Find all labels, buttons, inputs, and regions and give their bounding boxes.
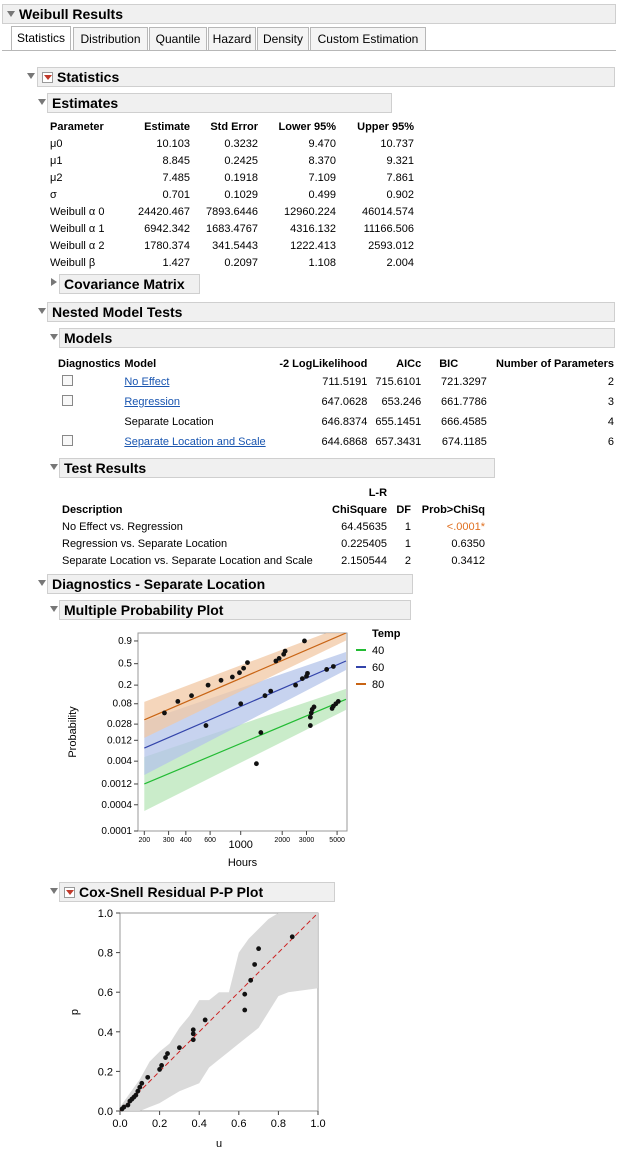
estimates-col-header: Estimate <box>144 120 190 133</box>
table-cell: Regression vs. Separate Location <box>62 537 228 550</box>
data-point <box>189 693 194 698</box>
data-point <box>336 699 341 704</box>
data-point <box>300 676 305 681</box>
x-axis-label: u <box>215 1138 223 1150</box>
table-cell: μ2 <box>50 171 63 184</box>
data-point <box>177 1045 182 1050</box>
tests-col-header: ChiSquare <box>332 503 388 516</box>
y-tick-label: 0.0001 <box>101 826 132 837</box>
table-cell: 11166.506 <box>363 222 414 235</box>
x-tick-label: 5000 <box>329 837 345 844</box>
tests-col-header: DF <box>396 503 412 516</box>
cox-snell-menu-icon[interactable] <box>64 887 75 898</box>
test-results-header[interactable] <box>59 458 495 478</box>
table-cell: 7893.6446 <box>206 205 258 218</box>
table-cell: 9.321 <box>386 154 414 167</box>
models-col-header: BIC <box>439 357 459 370</box>
data-point <box>191 1037 196 1042</box>
data-point <box>312 705 317 710</box>
lr-header: L-R <box>368 486 388 499</box>
estimates-disclosure-icon[interactable] <box>38 99 46 105</box>
table-cell: 10.103 <box>156 137 190 150</box>
table-cell: 1780.374 <box>144 239 190 252</box>
nested-disclosure-icon[interactable] <box>38 308 46 314</box>
table-cell: 0.2425 <box>224 154 258 167</box>
y-tick-label: 0.6 <box>97 987 113 1000</box>
y-tick-label: 0.0012 <box>101 778 132 790</box>
data-point <box>242 1008 247 1013</box>
legend-label-80: 80 <box>372 679 385 691</box>
table-cell: 0.6350 <box>451 537 486 550</box>
data-point <box>248 978 253 983</box>
table-cell: Weibull α 2 <box>50 239 105 252</box>
collapse-icon[interactable] <box>7 11 15 17</box>
x-tick-label: 400 <box>179 837 192 844</box>
cox-snell-plot <box>60 905 330 1155</box>
table-row <box>46 169 418 186</box>
diagnostics-checkbox[interactable] <box>62 375 73 386</box>
table-cell: 2.150544 <box>341 554 388 567</box>
data-point <box>241 666 246 671</box>
y-tick-label: 0.0 <box>97 1106 113 1118</box>
x-tick-label: 200 <box>138 837 151 844</box>
table-cell: Weibull α 0 <box>50 205 105 218</box>
data-point <box>254 761 259 766</box>
table-cell: 7.485 <box>162 171 190 184</box>
table-cell: 655.1451 <box>375 416 422 428</box>
data-point <box>165 1051 170 1056</box>
tests-header-row <box>58 501 489 518</box>
models-col-header: -2 LogLikelihood <box>279 357 368 370</box>
data-point <box>162 711 167 716</box>
y-tick-label: 0.9 <box>118 635 132 647</box>
x-tick-label: 0.8 <box>270 1118 287 1130</box>
table-cell: 0.3412 <box>451 554 486 567</box>
estimates-col-header: Std Error <box>210 120 258 133</box>
y-tick-label: 0.0004 <box>101 799 132 811</box>
table-cell: 24420.467 <box>138 205 190 218</box>
table-cell: Weibull α 1 <box>50 222 105 235</box>
table-cell: 64.45635 <box>341 520 388 533</box>
table-cell: 1683.4767 <box>206 222 258 235</box>
table-cell: 1.108 <box>308 256 336 269</box>
table-cell: 10.737 <box>380 137 414 150</box>
data-point <box>258 730 263 735</box>
data-point <box>293 683 298 688</box>
tests-col-header: Description <box>62 503 123 516</box>
table-cell: Separate Location vs. Separate Location and Scale <box>62 554 313 567</box>
table-cell: 6 <box>607 436 614 448</box>
table-row <box>58 552 489 569</box>
diagnostics-header[interactable] <box>47 574 413 594</box>
x-tick-label: 0.2 <box>151 1118 168 1130</box>
table-cell: 6942.342 <box>144 222 190 235</box>
table-cell: 7.861 <box>386 171 414 184</box>
cox-snell-title: Cox-Snell Residual P-P Plot <box>79 884 264 900</box>
x-axis-label: Hours <box>227 857 258 869</box>
table-cell: 341.5443 <box>212 239 258 252</box>
table-cell: 9.470 <box>308 137 336 150</box>
x-tick-label: 300 <box>162 837 175 844</box>
y-tick-label: 0.004 <box>106 756 132 768</box>
data-point <box>277 656 282 661</box>
y-tick-label: 1.0 <box>97 908 113 920</box>
x-tick-label: 0.4 <box>191 1118 207 1130</box>
table-cell: 1.427 <box>162 256 190 269</box>
covariance-title: Covariance Matrix <box>64 276 185 292</box>
legend-label-60: 60 <box>372 662 385 674</box>
data-point <box>252 962 257 967</box>
table-cell: 0.902 <box>386 188 414 201</box>
x-tick-label: 1000 <box>228 839 253 851</box>
table-cell: 8.845 <box>162 154 190 167</box>
table-row <box>46 186 418 203</box>
table-row <box>46 152 418 169</box>
data-point <box>145 1075 150 1080</box>
table-cell: 1222.413 <box>290 239 336 252</box>
y-tick-label: 0.012 <box>106 735 132 747</box>
table-cell: 2 <box>607 376 614 388</box>
table-cell: 0.1918 <box>224 171 258 184</box>
estimates-header[interactable] <box>47 93 392 113</box>
statistics-disclosure-icon[interactable] <box>27 73 35 79</box>
models-col-header: Number of Parameters <box>496 357 614 370</box>
table-row <box>58 412 618 432</box>
table-cell: 1 <box>404 537 412 550</box>
data-point <box>175 699 180 704</box>
x-tick-label: 2000 <box>274 837 291 844</box>
data-point <box>230 675 235 680</box>
models-col-header: AICc <box>396 357 422 370</box>
y-tick-label: 0.4 <box>97 1026 113 1039</box>
model-link[interactable]: Separate Location and Scale <box>124 436 266 448</box>
table-cell: 715.6101 <box>375 376 422 388</box>
table-cell: σ <box>50 188 57 201</box>
table-cell: 721.3297 <box>441 376 487 388</box>
table-cell: 2593.012 <box>368 239 414 252</box>
y-tick-label: 0.2 <box>118 680 132 692</box>
models-table <box>58 355 618 452</box>
diagnostics-disclosure-icon[interactable] <box>38 580 46 586</box>
cox-snell-header[interactable] <box>59 882 335 902</box>
data-point <box>308 723 313 728</box>
data-point <box>242 992 247 997</box>
mpp-disclosure-icon[interactable] <box>50 606 58 612</box>
models-col-header: Model <box>124 357 157 370</box>
red-triangle-menu-icon[interactable] <box>42 72 53 83</box>
estimates-table <box>46 118 418 271</box>
table-cell: No Effect vs. Regression <box>62 520 183 533</box>
table-cell: 46014.574 <box>362 205 414 218</box>
models-col-header: Diagnostics <box>58 357 121 370</box>
y-tick-label: 0.5 <box>118 658 132 670</box>
table-row <box>58 432 618 452</box>
table-cell: 647.0628 <box>321 396 368 408</box>
estimates-col-header: Lower 95% <box>278 120 336 133</box>
diagnostics-checkbox[interactable] <box>62 435 73 446</box>
table-cell: 0.1029 <box>224 188 258 201</box>
table-cell: 3 <box>607 396 614 408</box>
model-link[interactable]: Regression <box>124 396 180 408</box>
table-row <box>46 254 418 271</box>
y-tick-label: 0.2 <box>97 1066 113 1079</box>
legend-label-40: 40 <box>372 645 385 657</box>
estimates-col-header: Upper 95% <box>357 120 414 133</box>
table-cell: 0.499 <box>308 188 336 201</box>
table-cell: 657.3431 <box>375 436 422 448</box>
data-point <box>268 689 273 694</box>
test-results-title: Test Results <box>64 460 147 476</box>
table-row <box>58 535 489 552</box>
multiple-probability-plot <box>60 625 480 875</box>
nested-tests-title: Nested Model Tests <box>52 304 183 320</box>
data-point <box>263 693 268 698</box>
table-cell: 653.246 <box>381 396 422 408</box>
model-link[interactable]: No Effect <box>124 376 170 388</box>
page-title: Weibull Results <box>19 6 123 22</box>
statistics-title: Statistics <box>57 69 120 85</box>
table-row <box>58 372 618 392</box>
test-results-disclosure-icon[interactable] <box>50 464 58 470</box>
tab-statistics[interactable]: Statistics <box>11 26 71 50</box>
table-cell: 0.3232 <box>224 137 258 150</box>
x-tick-label: 3000 <box>298 837 315 844</box>
table-cell: 2.004 <box>386 256 414 269</box>
data-point <box>324 667 329 672</box>
table-cell: μ0 <box>50 137 63 150</box>
x-tick-label: 1.0 <box>310 1118 326 1130</box>
data-point <box>331 664 336 669</box>
table-cell: μ1 <box>50 154 63 167</box>
mpp-header[interactable] <box>59 600 411 620</box>
y-tick-label: 0.08 <box>112 698 132 710</box>
y-tick-label: 0.8 <box>97 947 113 960</box>
estimates-title: Estimates <box>52 95 119 111</box>
x-tick-label: 0.6 <box>231 1118 247 1130</box>
x-tick-label: 0.0 <box>112 1118 128 1130</box>
table-cell: 666.4585 <box>441 416 487 428</box>
nested-tests-header[interactable] <box>47 302 615 322</box>
table-cell: 711.5191 <box>322 376 368 388</box>
diagnostics-title: Diagnostics - Separate Location <box>52 576 266 592</box>
table-row <box>46 220 418 237</box>
data-point <box>290 934 295 939</box>
mpp-title: Multiple Probability Plot <box>64 602 224 618</box>
table-cell: 4 <box>607 416 614 428</box>
data-point <box>308 715 313 720</box>
tab-quantile[interactable]: Quantile <box>149 27 207 50</box>
table-row <box>46 203 418 220</box>
diagnostics-checkbox[interactable] <box>62 395 73 406</box>
covariance-disclosure-icon[interactable] <box>51 278 57 286</box>
data-point <box>139 1081 144 1086</box>
table-cell: 661.7786 <box>441 396 487 408</box>
y-axis-label: Probability <box>67 706 79 758</box>
data-point <box>302 639 307 644</box>
data-point <box>256 946 261 951</box>
data-point <box>219 678 224 683</box>
table-cell: 0.2097 <box>224 256 258 269</box>
table-cell: 2 <box>404 554 412 567</box>
table-cell: Weibull β <box>50 256 96 269</box>
table-cell: 0.701 <box>162 188 190 201</box>
tab-density[interactable]: Density <box>257 27 309 50</box>
tab-distribution[interactable]: Distribution <box>73 27 148 50</box>
table-row <box>46 135 418 152</box>
data-point <box>238 701 243 706</box>
model-link: Separate Location <box>124 416 214 428</box>
table-row <box>58 518 489 535</box>
data-point <box>159 1063 164 1068</box>
y-axis-label: p <box>69 1008 81 1016</box>
data-point <box>206 683 211 688</box>
table-cell: 0.225405 <box>341 537 388 550</box>
y-tick-label: 0.028 <box>106 719 132 731</box>
models-header[interactable] <box>59 328 615 348</box>
data-point <box>245 660 250 665</box>
models-disclosure-icon[interactable] <box>50 334 58 340</box>
table-cell: 4316.132 <box>290 222 336 235</box>
table-cell: 644.6868 <box>321 436 368 448</box>
weibull-results-header[interactable] <box>2 4 616 24</box>
test-results-table <box>58 484 489 569</box>
table-cell: 646.8374 <box>321 416 368 428</box>
table-cell: 8.370 <box>308 154 336 167</box>
cox-snell-disclosure-icon[interactable] <box>50 888 58 894</box>
data-point <box>305 671 310 676</box>
tests-col-header: Prob>ChiSq <box>421 503 486 516</box>
tab-hazard[interactable]: Hazard <box>208 27 256 50</box>
x-tick-label: 600 <box>204 837 216 844</box>
legend-title: Temp <box>372 628 401 640</box>
data-point <box>283 649 288 654</box>
table-row <box>46 237 418 254</box>
table-cell: 1 <box>404 520 412 533</box>
table-cell: <.0001* <box>446 520 486 533</box>
estimates-col-header: Parameter <box>50 120 104 133</box>
table-cell: 674.1185 <box>441 436 487 448</box>
table-cell: 7.109 <box>308 171 336 184</box>
models-title: Models <box>64 330 113 346</box>
tab-custom-estimation[interactable]: Custom Estimation <box>310 27 426 50</box>
estimates-header-row <box>46 118 418 135</box>
models-header-row <box>58 355 618 372</box>
table-cell: 12960.224 <box>284 205 336 218</box>
data-point <box>237 670 242 675</box>
table-row <box>58 392 618 412</box>
data-point <box>191 1027 196 1032</box>
covariance-header[interactable] <box>59 274 200 294</box>
statistics-header[interactable] <box>37 67 615 87</box>
data-point <box>203 1018 208 1023</box>
data-point <box>204 723 209 728</box>
